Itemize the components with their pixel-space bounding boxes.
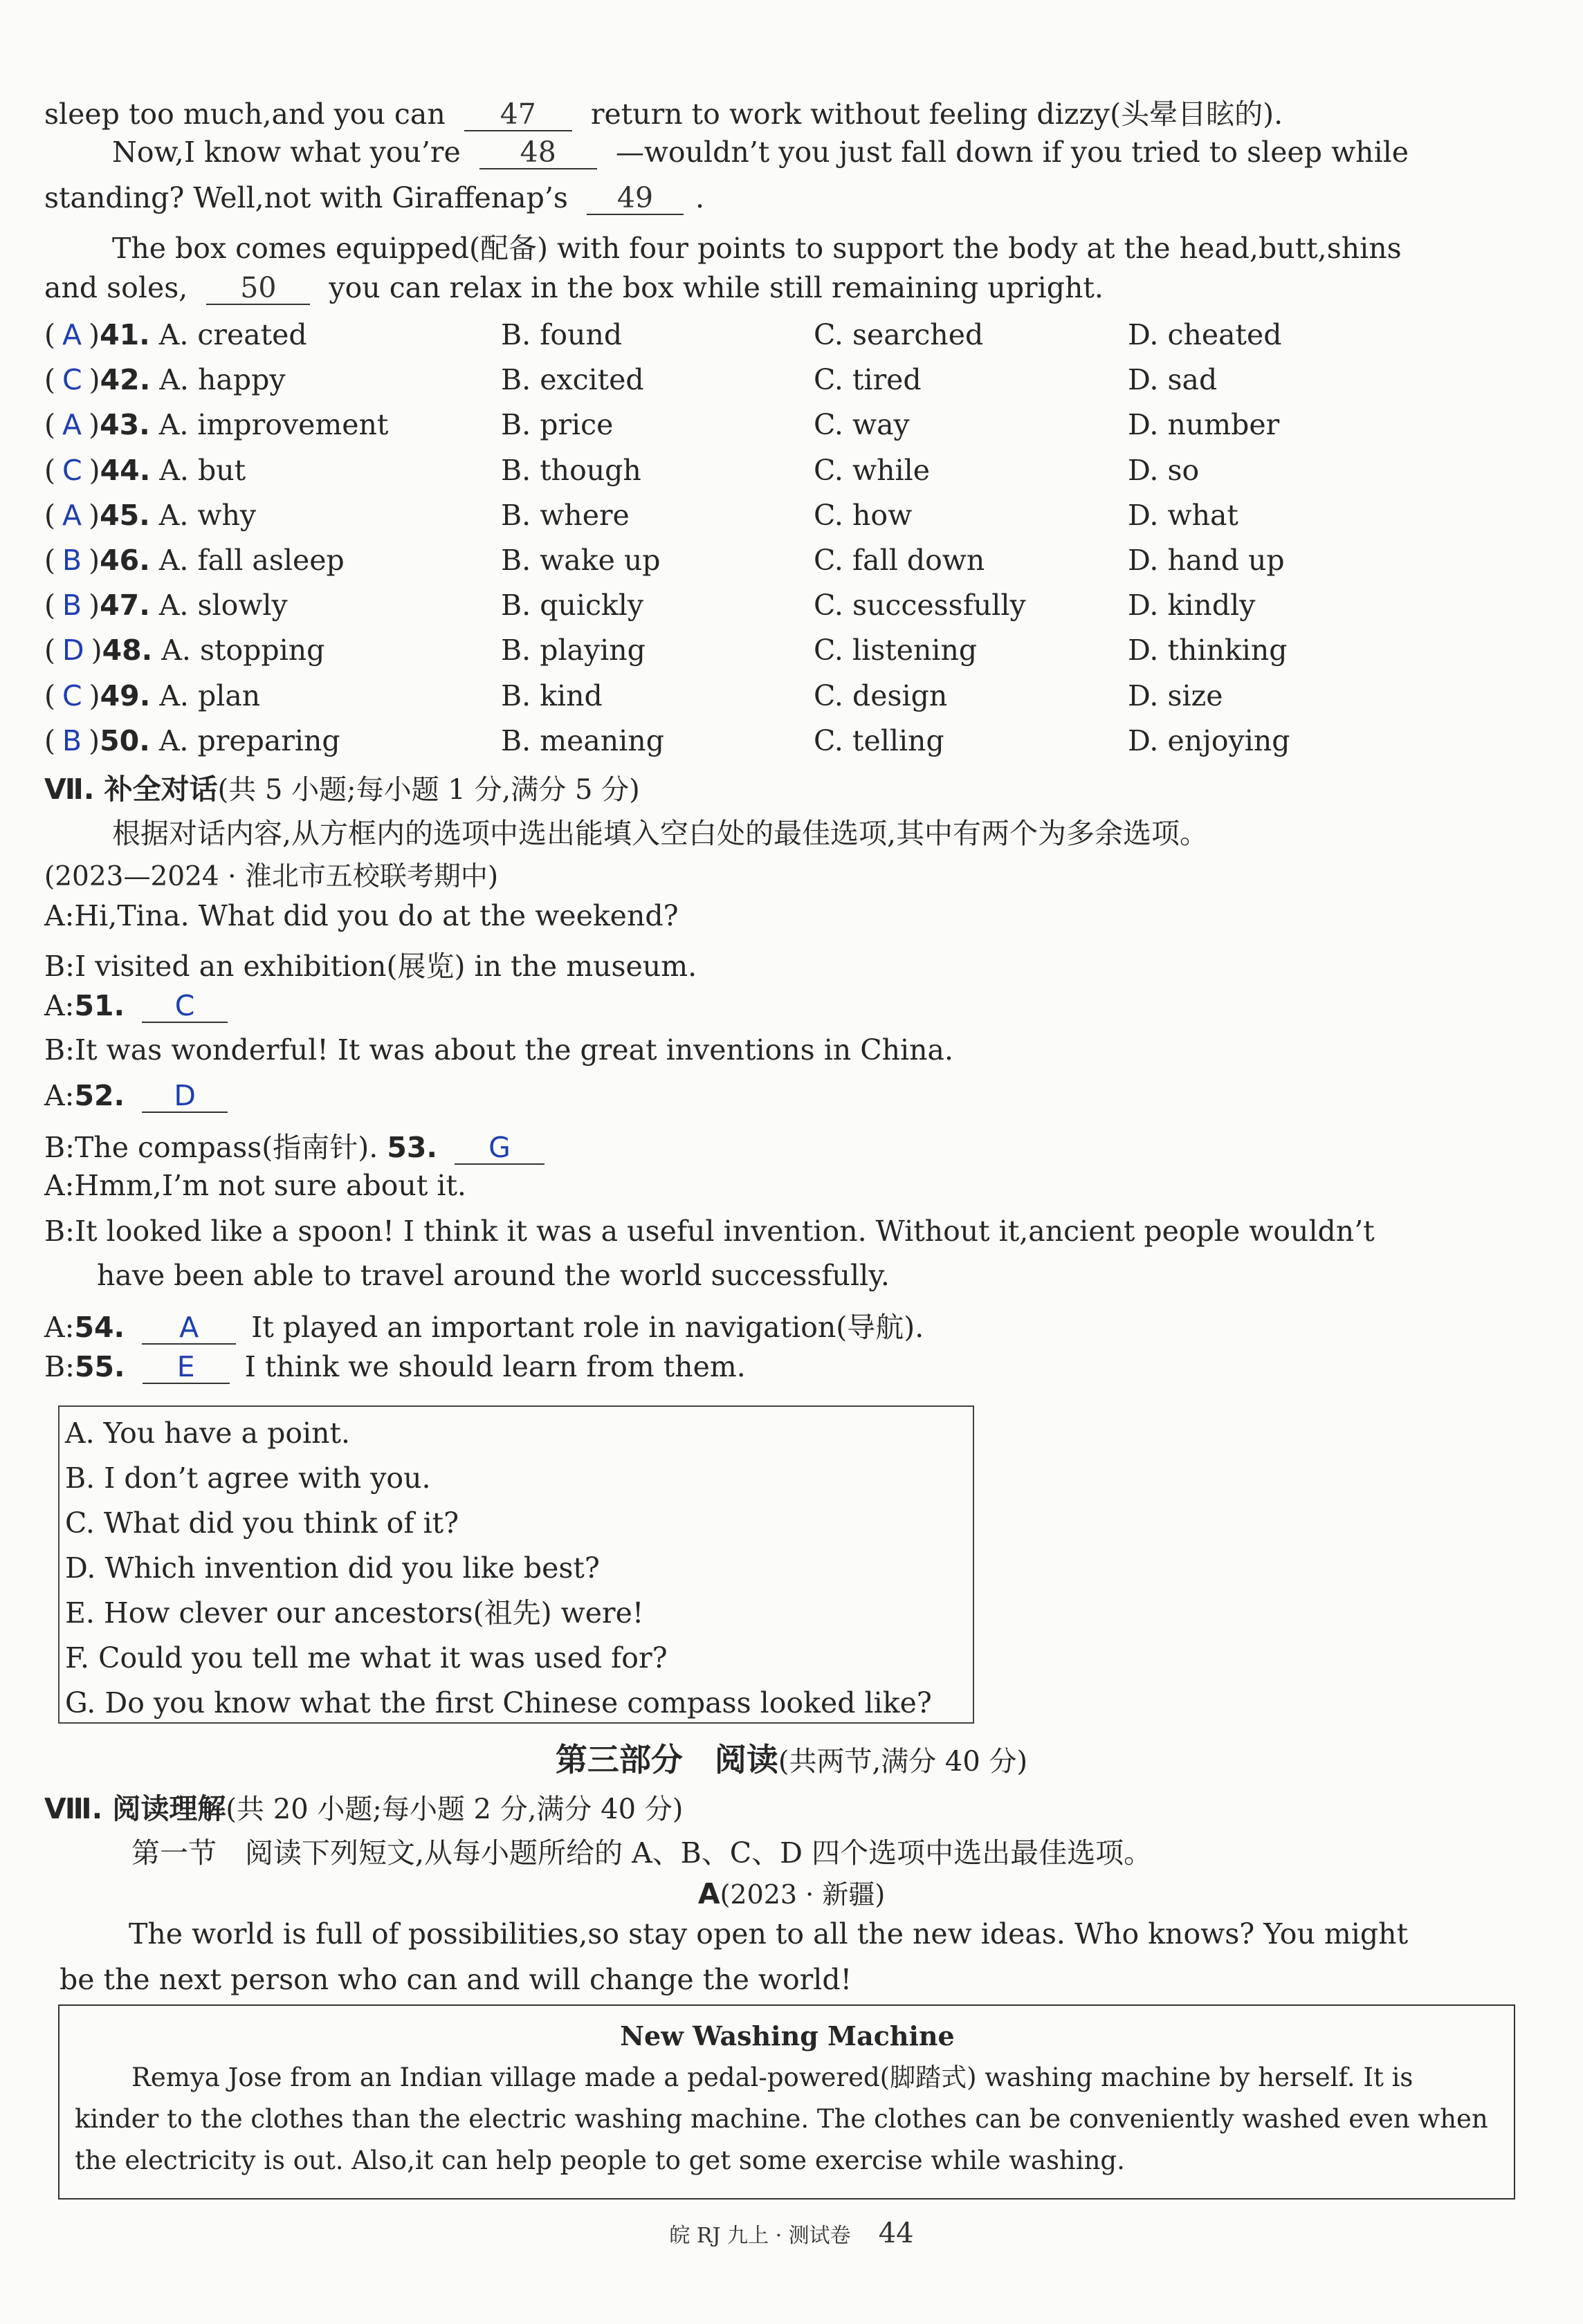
option-a: A. slowly (158, 589, 288, 622)
passage-line: The box comes equipped(配备) with four points to support the body at the head,butt,shins (112, 232, 1402, 265)
answer-51: C (142, 990, 228, 1023)
option-a: A. improvement (158, 408, 389, 442)
option-c: C. fall down (814, 544, 985, 577)
option-b: B. meaning (501, 723, 664, 757)
option-item: F. Could you tell me what it was used for? (65, 1641, 668, 1675)
question-stem: ( C )42. A. happy (44, 363, 286, 397)
answer-54: A (142, 1312, 236, 1345)
dialogue-line: have been able to travel around the world successfully. (97, 1259, 890, 1292)
answer-choice: C (62, 453, 82, 487)
page-footer: 皖 RJ 九上 · 测试卷 44 (669, 2217, 914, 2249)
dialogue-line: A:Hi,Tina. What did you do at the weekend? (44, 899, 679, 932)
question-stem: ( C )49. A. plan (44, 679, 261, 712)
box-line: Remya Jose from an Indian village made a pedal-powered(脚踏式) washing machine by herself. It is (131, 2063, 1413, 2092)
option-c: C. successfully (814, 589, 1026, 622)
question-stem: ( B )47. A. slowly (44, 589, 288, 622)
option-a: A. stopping (161, 634, 325, 667)
passage-line: standing? Well,not with Giraffenap’s 49 . (44, 181, 705, 214)
answer-choice: B (62, 544, 82, 577)
question-stem: ( C )44. A. but (44, 453, 246, 487)
question-stem: ( B )46. A. fall asleep (44, 544, 345, 577)
option-d: D. cheated (1128, 318, 1282, 351)
question-row (44, 318, 1497, 360)
option-d: D. number (1128, 408, 1280, 442)
question-row (44, 363, 1497, 405)
dialogue-line: A:51. C (44, 989, 228, 1023)
blank-47: 47 (464, 99, 572, 131)
dialogue-line: B:55. E I think we should learn from them. (44, 1350, 746, 1383)
section-instruction: 第一节 阅读下列短文,从每小题所给的 A、B、C、D 四个选项中选出最佳选项。 (131, 1836, 1153, 1870)
page-number: 44 (878, 2217, 914, 2249)
question-stem: ( A )43. A. improvement (44, 408, 389, 442)
answer-choice: D (62, 634, 84, 667)
option-item: A. You have a point. (65, 1417, 351, 1450)
dialogue-line: A:Hmm,I’m not sure about it. (44, 1169, 466, 1202)
section-heading: Ⅷ. 阅读理解(共 20 小题;每小题 2 分,满分 40 分) (44, 1792, 684, 1825)
option-c: C. how (814, 498, 913, 532)
option-d: D. size (1128, 679, 1223, 712)
answer-choice: A (62, 408, 82, 442)
option-d: D. what (1128, 498, 1238, 532)
option-d: D. sad (1128, 363, 1218, 397)
question-row (44, 724, 1497, 766)
option-c: C. tired (814, 363, 922, 397)
option-a: A. plan (159, 679, 261, 712)
option-b: B. where (501, 498, 630, 532)
question-row (44, 634, 1497, 675)
option-d: D. thinking (1128, 634, 1288, 667)
option-d: D. so (1128, 453, 1200, 487)
option-b: B. found (501, 318, 623, 351)
option-d: D. enjoying (1128, 723, 1290, 757)
option-item: B. I don’t agree with you. (65, 1461, 431, 1495)
source-note: (2023—2024 · 淮北市五校联考期中) (44, 861, 499, 892)
question-row (44, 589, 1497, 630)
question-row (44, 499, 1497, 540)
answer-53: G (455, 1132, 545, 1165)
dialogue-line: B:The compass(指南针). 53. G (44, 1125, 545, 1165)
section-instruction: 根据对话内容,从方框内的选项中选出能填入空白处的最佳选项,其中有两个为多余选项。 (112, 817, 1209, 850)
passage-label: A(2023 · 新疆) (697, 1877, 886, 1910)
part-title: 第三部分 阅读(共两节,满分 40 分) (555, 1741, 1028, 1778)
question-row (44, 679, 1497, 721)
option-item: C. What did you think of it? (65, 1506, 459, 1540)
question-row (44, 454, 1497, 495)
option-a: A. happy (159, 363, 286, 397)
option-b: B. quickly (501, 589, 644, 622)
option-c: C. while (814, 453, 930, 487)
option-a: A. created (158, 318, 307, 351)
blank-49: 49 (587, 183, 684, 215)
option-b: B. though (501, 453, 641, 487)
dialogue-line: A:52. D (44, 1079, 228, 1113)
question-stem: ( D )48. A. stopping (44, 634, 325, 667)
box-title: New Washing Machine (620, 2020, 955, 2051)
question-row (44, 408, 1497, 450)
answer-choice: B (62, 589, 82, 622)
option-b: B. wake up (501, 544, 661, 577)
option-b: B. price (501, 408, 614, 442)
option-d: D. kindly (1128, 589, 1256, 622)
passage-line: sleep too much,and you can 47 return to work without feeling dizzy(头晕目眩的). (44, 98, 1283, 131)
blank-50: 50 (206, 273, 310, 305)
question-row (44, 544, 1497, 585)
option-c: C. searched (814, 318, 984, 351)
reading-line: The world is full of possibilities,so stay open to all the new ideas. Who knows? You might (129, 1917, 1409, 1950)
section-heading: Ⅶ. 补全对话(共 5 小题;每小题 1 分,满分 5 分) (44, 773, 640, 806)
reading-line: be the next person who can and will change the world! (60, 1963, 852, 1996)
answer-choice: A (62, 318, 82, 351)
option-item: G. Do you know what the first Chinese compass looked like? (65, 1686, 932, 1719)
dialogue-line: A:54. A It played an important role in navigation(导航). (44, 1311, 924, 1344)
question-stem: ( A )41. A. created (44, 318, 307, 351)
option-c: C. way (814, 408, 910, 442)
option-c: C. telling (814, 723, 944, 757)
option-a: A. preparing (158, 723, 340, 757)
option-b: B. excited (501, 363, 644, 397)
answer-choice: A (62, 498, 82, 532)
option-item: D. Which invention did you like best? (65, 1551, 600, 1585)
answer-52: D (142, 1080, 228, 1113)
answer-choice: C (62, 363, 82, 397)
answer-choice: B (62, 723, 82, 757)
passage-line: Now,I know what you’re 48 —wouldn’t you just fall down if you tried to sleep while (112, 136, 1409, 169)
option-b: B. playing (501, 634, 646, 667)
passage-line: and soles, 50 you can relax in the box while still remaining upright. (44, 271, 1104, 304)
dialogue-line: B:It looked like a spoon! I think it was a useful invention. Without it,ancient people wouldn’t (44, 1215, 1375, 1248)
option-b: B. kind (501, 679, 603, 712)
question-stem: ( B )50. A. preparing (44, 723, 340, 757)
reading-box (58, 2004, 1515, 2200)
question-stem: ( A )45. A. why (44, 498, 257, 532)
answer-choice: C (62, 679, 82, 712)
option-a: A. fall asleep (158, 544, 345, 577)
box-line: kinder to the clothes than the electric washing machine. The clothes can be conveniently washed even when (75, 2104, 1488, 2134)
option-item: E. How clever our ancestors(祖先) were! (65, 1596, 644, 1630)
option-c: C. listening (814, 634, 978, 667)
dialogue-line: B:I visited an exhibition(展览) in the museum. (44, 950, 697, 983)
box-line: the electricity is out. Also,it can help people to get some exercise while washing. (75, 2146, 1125, 2175)
option-a: A. why (158, 498, 257, 532)
answer-55: E (143, 1352, 230, 1384)
dialogue-line: B:It was wonderful! It was about the great inventions in China. (44, 1033, 954, 1067)
blank-48: 48 (479, 137, 597, 169)
options-box (58, 1405, 974, 1724)
option-a: A. but (159, 453, 246, 487)
option-d: D. hand up (1128, 544, 1285, 577)
option-c: C. design (814, 679, 948, 712)
